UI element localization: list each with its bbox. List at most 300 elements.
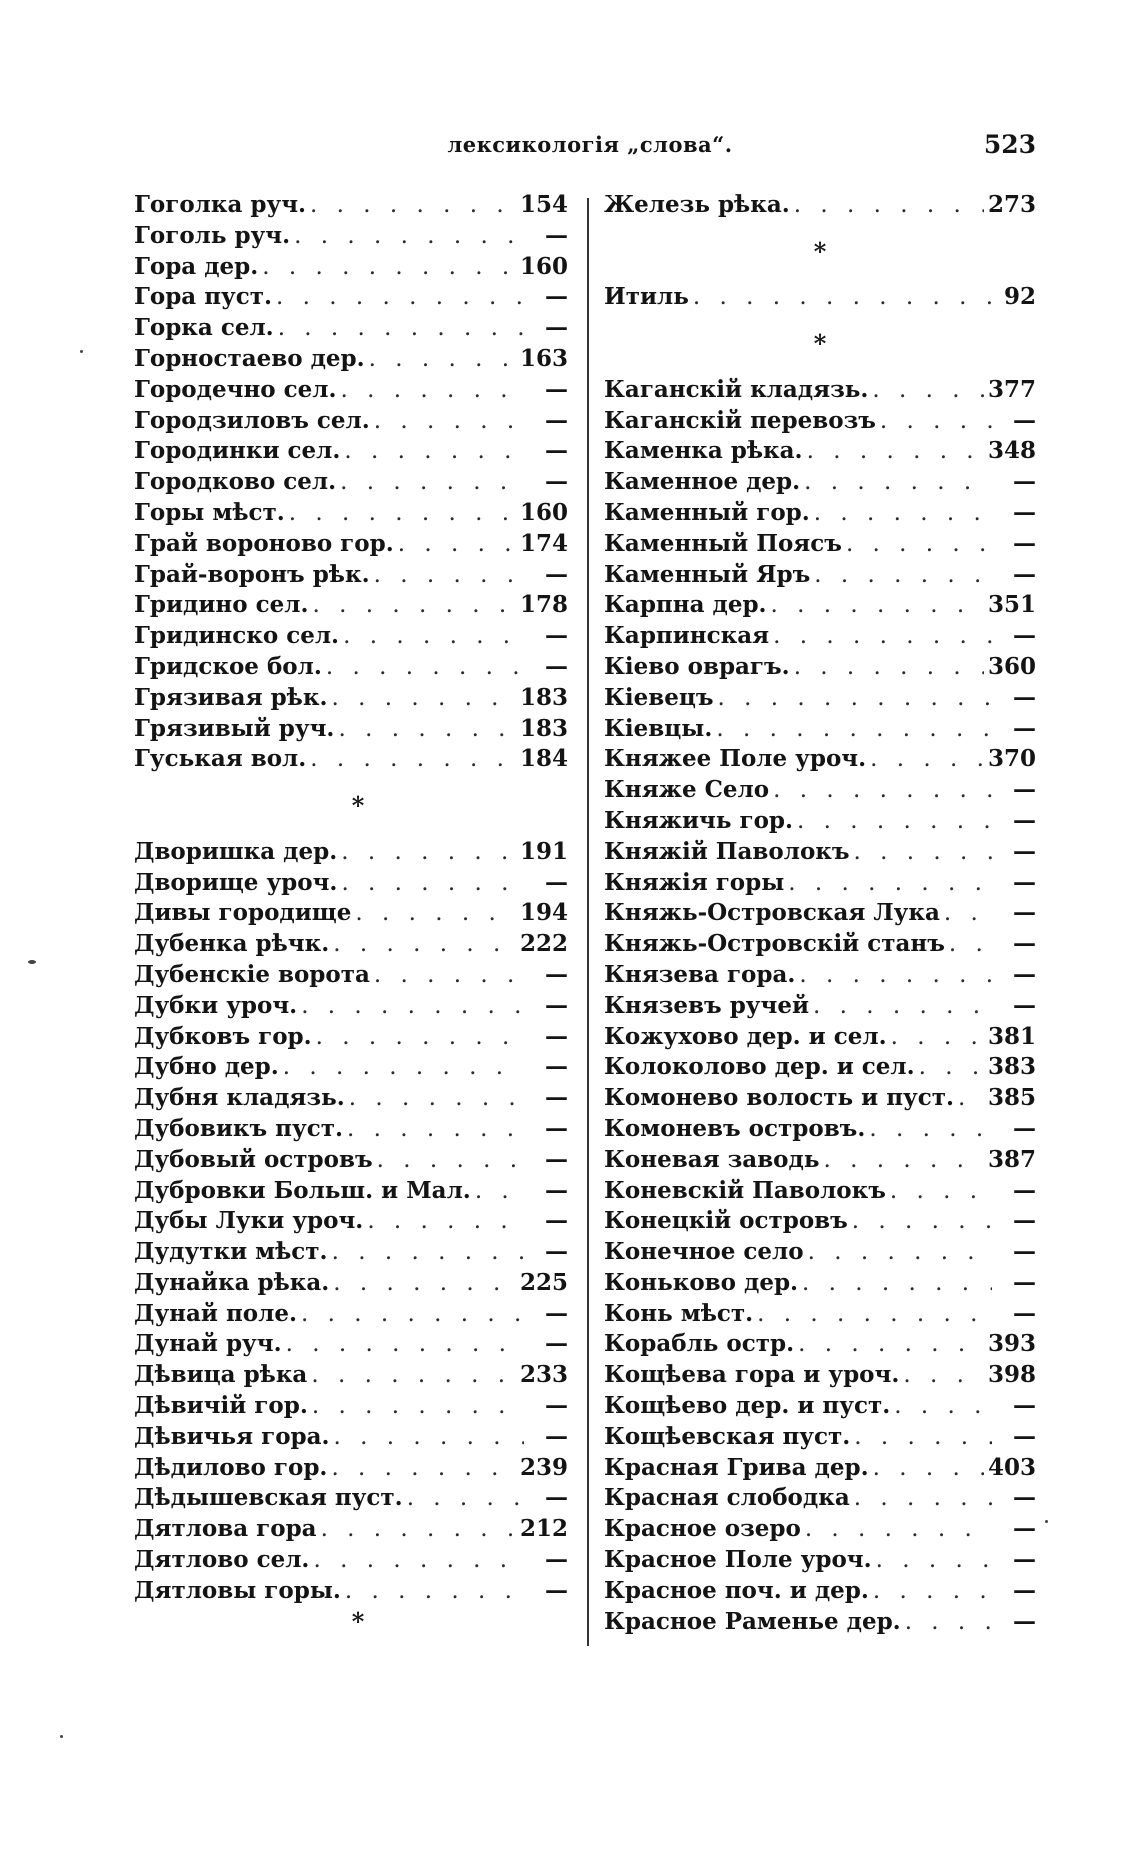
entry-page-ref: — [545, 652, 568, 680]
dot-leader [334, 1422, 524, 1453]
dot-leader [949, 929, 992, 960]
entry-page-ref: 370 [987, 745, 1036, 773]
dot-leader [341, 375, 525, 406]
index-entry [134, 960, 568, 991]
entry-page-ref: — [1013, 776, 1036, 804]
index-entry [604, 436, 1036, 467]
entry-place-name: Каменный Поясъ [604, 529, 842, 557]
index-entry [604, 652, 1036, 683]
page-number: 523 [983, 130, 1036, 159]
index-entry [604, 683, 1036, 714]
entry-page-ref: — [1013, 1607, 1036, 1635]
dot-leader [341, 837, 516, 868]
dot-leader [880, 406, 992, 437]
dot-leader [349, 1083, 524, 1114]
entry-group-i [604, 282, 1036, 313]
dot-leader [794, 652, 984, 683]
dot-leader [301, 1299, 524, 1330]
index-entry [604, 1206, 1036, 1237]
entry-page-ref: — [545, 1330, 568, 1358]
entry-place-name: Грязивый руч. [134, 714, 335, 742]
entry-page-ref: — [545, 622, 568, 650]
index-entry [604, 744, 1036, 775]
entry-page-ref: — [1013, 868, 1036, 896]
entry-place-name: Конецкій островъ [604, 1207, 848, 1235]
entry-page-ref: — [545, 221, 568, 249]
entry-place-name: Кіево оврагъ. [604, 652, 790, 680]
entry-page-ref: — [1013, 1392, 1036, 1420]
entry-place-name: Дѣдилово гор. [134, 1453, 328, 1481]
index-entry [134, 1083, 568, 1114]
entry-place-name: Гуськая вол. [134, 745, 307, 773]
entry-place-name: Каменка рѣка. [604, 437, 803, 465]
entry-place-name: Красное Поле уроч. [604, 1546, 872, 1574]
entry-place-name: Княжь-Островскій станъ [604, 930, 945, 958]
index-entry [604, 375, 1036, 406]
entry-group-d [134, 837, 568, 1607]
index-entry [604, 1607, 1036, 1638]
index-entry [134, 621, 568, 652]
dot-leader [771, 590, 984, 621]
dot-leader [374, 960, 524, 991]
index-entry [604, 1514, 1036, 1545]
entry-place-name: Кощѣево дер. и пуст. [604, 1392, 891, 1420]
index-entry [134, 344, 568, 375]
entry-page-ref: — [545, 1299, 568, 1327]
entry-page-ref: 194 [519, 899, 568, 927]
entry-place-name: Дятловы горы. [134, 1576, 341, 1604]
dot-leader [367, 1206, 524, 1237]
entry-place-name: Княжій Паволокъ [604, 837, 850, 865]
entry-page-ref: 225 [519, 1268, 568, 1296]
dot-leader [919, 1052, 984, 1083]
entry-page-ref: 381 [987, 1022, 1036, 1050]
dot-leader [757, 1299, 992, 1330]
index-entry [604, 1268, 1036, 1299]
entry-page-ref: — [1013, 529, 1036, 557]
dot-leader [398, 529, 516, 560]
index-entry [604, 1576, 1036, 1607]
entry-place-name: Дубовый островъ [134, 1145, 373, 1173]
entry-place-name: Дубовикъ пуст. [134, 1114, 343, 1142]
index-entry [604, 1176, 1036, 1207]
entry-place-name: Итиль [604, 283, 689, 311]
entry-place-name: Дубенка рѣчк. [134, 930, 330, 958]
entry-page-ref: — [545, 1484, 568, 1512]
entry-page-ref: 385 [987, 1084, 1036, 1112]
entry-place-name: Дѣвица рѣка [134, 1361, 308, 1389]
entry-place-name: Конечное село [604, 1238, 804, 1266]
dot-leader [903, 1360, 984, 1391]
entry-place-name: Дворишка дер. [134, 837, 338, 865]
scan-speck [60, 1735, 63, 1738]
index-entry [134, 1422, 568, 1453]
index-entry [134, 744, 568, 775]
dot-leader [278, 313, 524, 344]
entry-page-ref: — [1013, 1576, 1036, 1604]
entry-place-name: Каменное дер. [604, 468, 801, 496]
entry-place-name: Колоколово дер. и сел. [604, 1053, 915, 1081]
entry-page-ref: — [1013, 1238, 1036, 1266]
dot-leader [475, 1176, 524, 1207]
index-entry [134, 313, 568, 344]
entry-page-ref: — [545, 375, 568, 403]
running-header-title: лексикологія „слова“. [447, 132, 733, 157]
index-entry [134, 436, 568, 467]
entry-page-ref: — [545, 1084, 568, 1112]
entry-page-ref: — [545, 468, 568, 496]
entry-page-ref: — [545, 1022, 568, 1050]
dot-leader [944, 898, 992, 929]
entry-page-ref: — [1013, 806, 1036, 834]
index-entry [134, 221, 568, 252]
dot-leader [316, 1022, 524, 1053]
entry-page-ref: — [1013, 1268, 1036, 1296]
entry-place-name: Дудутки мѣст. [134, 1238, 328, 1266]
index-entry [604, 590, 1036, 621]
dot-leader [808, 1237, 992, 1268]
entry-place-name: Железь рѣка. [604, 191, 790, 218]
index-entry [134, 467, 568, 498]
index-entry [134, 529, 568, 560]
dot-leader [333, 1268, 516, 1299]
entry-place-name: Каганскій перевозъ [604, 406, 876, 434]
index-entry [134, 1483, 568, 1514]
entry-page-ref: — [1013, 1207, 1036, 1235]
entry-page-ref: — [545, 1053, 568, 1081]
entry-place-name: Гоголка руч. [134, 191, 307, 218]
index-entry [134, 1299, 568, 1330]
entry-place-name: Грязивая рѣк. [134, 683, 328, 711]
entry-page-ref: 239 [519, 1453, 568, 1481]
entry-page-ref: — [545, 1422, 568, 1450]
dot-leader [333, 929, 516, 960]
index-entry [604, 190, 1036, 221]
entry-page-ref: 351 [987, 591, 1036, 619]
dot-leader [347, 1114, 524, 1145]
dot-leader [355, 898, 516, 929]
dot-leader [799, 960, 992, 991]
dot-leader [369, 344, 516, 375]
index-entry [604, 1114, 1036, 1145]
index-entry [134, 683, 568, 714]
entry-place-name: Корабль остр. [604, 1330, 795, 1358]
entry-page-ref: 377 [987, 375, 1036, 403]
entry-place-name: Гора дер. [134, 252, 259, 280]
entry-place-name: Княжь-Островская Лука [604, 899, 940, 927]
entry-place-name: Горка сел. [134, 314, 274, 342]
index-entry [604, 560, 1036, 591]
index-entry [134, 1206, 568, 1237]
section-separator: * [813, 329, 827, 359]
entry-page-ref: 92 [1003, 283, 1036, 311]
entry-place-name: Дубенскіе ворота [134, 960, 370, 988]
dot-leader [797, 806, 992, 837]
entry-page-ref: 160 [519, 498, 568, 526]
dot-leader [716, 714, 992, 745]
entry-page-ref: — [545, 406, 568, 434]
entry-place-name: Дятлово сел. [134, 1546, 310, 1574]
dot-leader [326, 652, 524, 683]
dot-leader [854, 1422, 992, 1453]
entry-page-ref: — [545, 1207, 568, 1235]
dot-leader [873, 1576, 992, 1607]
entry-place-name: Карпинская [604, 622, 770, 650]
entry-place-name: Дубы Луки уроч. [134, 1207, 364, 1235]
dot-leader [773, 621, 992, 652]
section-separator: * [813, 236, 827, 266]
index-column-left [134, 190, 568, 1637]
index-entry [604, 498, 1036, 529]
entry-page-ref: 160 [519, 252, 568, 280]
index-entry [134, 590, 568, 621]
entry-place-name: Дунай руч. [134, 1330, 282, 1358]
index-entry [604, 1052, 1036, 1083]
dot-leader [814, 498, 992, 529]
dot-leader [794, 190, 984, 221]
entry-page-ref: — [1013, 683, 1036, 711]
dot-leader [894, 1391, 992, 1422]
entry-place-name: Красная Грива дер. [604, 1453, 869, 1481]
index-entry [134, 898, 568, 929]
entry-page-ref: — [545, 1114, 568, 1142]
index-entry [604, 806, 1036, 837]
dot-leader [262, 252, 516, 283]
dot-leader [876, 1545, 992, 1576]
dot-leader [345, 1576, 524, 1607]
entry-place-name: Гридино сел. [134, 591, 309, 619]
entry-page-ref: 212 [519, 1515, 568, 1543]
dot-leader [374, 406, 524, 437]
dot-leader [813, 991, 992, 1022]
entry-group-g [134, 190, 568, 775]
index-entry [604, 1483, 1036, 1514]
entry-page-ref: 360 [987, 652, 1036, 680]
index-entry [604, 621, 1036, 652]
index-entry [604, 467, 1036, 498]
entry-place-name: Гридинско сел. [134, 622, 340, 650]
entry-page-ref: 383 [987, 1053, 1036, 1081]
entry-place-name: Кожухово дер. и сел. [604, 1022, 887, 1050]
column-divider [587, 198, 589, 1646]
entry-page-ref: 222 [519, 930, 568, 958]
entry-page-ref: — [1013, 837, 1036, 865]
dot-leader [872, 375, 984, 406]
entry-place-name: Красное поч. и дер. [604, 1576, 869, 1604]
dot-leader [854, 837, 992, 868]
entry-place-name: Каменный Яръ [604, 560, 811, 588]
entry-place-name: Дубки уроч. [134, 991, 298, 1019]
dot-leader [331, 1453, 516, 1484]
index-entry [604, 1237, 1036, 1268]
dot-leader [310, 190, 516, 221]
entry-place-name: Князева гора. [604, 960, 796, 988]
entry-page-ref: — [545, 437, 568, 465]
dot-leader [340, 467, 524, 498]
index-entry [604, 1145, 1036, 1176]
index-entry [134, 1329, 568, 1360]
entry-page-ref: — [1013, 1176, 1036, 1204]
index-entry [134, 1360, 568, 1391]
entry-page-ref: — [545, 283, 568, 311]
entry-page-ref: — [545, 1546, 568, 1574]
entry-page-ref: 273 [987, 191, 1036, 218]
dot-leader [905, 1607, 992, 1638]
entry-place-name: Красная слободка [604, 1484, 850, 1512]
entry-page-ref: 403 [987, 1453, 1036, 1481]
index-entry [604, 1545, 1036, 1576]
index-entry [134, 1114, 568, 1145]
scan-speck [28, 960, 36, 964]
index-entry [604, 1022, 1036, 1053]
index-entry [604, 991, 1036, 1022]
dot-leader [804, 467, 992, 498]
entry-page-ref: 178 [519, 591, 568, 619]
section-separator: * [351, 1606, 365, 1636]
dot-leader [718, 683, 992, 714]
index-entry [604, 1083, 1036, 1114]
entry-place-name: Комонево волость и пуст. [604, 1084, 955, 1112]
entry-place-name: Княжія горы [604, 868, 785, 896]
entry-place-name: Городзиловъ сел. [134, 406, 370, 434]
entry-place-name: Дубня кладязь. [134, 1084, 345, 1112]
entry-page-ref: — [1013, 991, 1036, 1019]
dot-leader [958, 1083, 984, 1114]
entry-place-name: Дубковъ гор. [134, 1022, 312, 1050]
dot-leader [374, 560, 524, 591]
index-entry [134, 714, 568, 745]
entry-place-name: Грай-воронъ рѣк. [134, 560, 370, 588]
dot-leader [321, 1514, 516, 1545]
dot-leader [313, 1545, 524, 1576]
entry-place-name: Княжичь гор. [604, 806, 794, 834]
index-entry [134, 652, 568, 683]
entry-place-name: Гоголь руч. [134, 221, 291, 249]
entry-place-name: Кощѣева гора и уроч. [604, 1361, 900, 1389]
dot-leader [846, 529, 992, 560]
entry-page-ref: 183 [519, 714, 568, 742]
dot-leader [814, 560, 992, 591]
entry-page-ref: — [545, 1392, 568, 1420]
dot-leader [873, 1453, 984, 1484]
entry-place-name: Комоневъ островъ. [604, 1114, 866, 1142]
entry-place-name: Дятлова гора [134, 1515, 317, 1543]
entry-page-ref: — [1013, 1299, 1036, 1327]
entry-page-ref: — [545, 960, 568, 988]
entry-place-name: Дубно дер. [134, 1053, 279, 1081]
entry-page-ref: — [545, 991, 568, 1019]
index-entry [134, 991, 568, 1022]
entry-place-name: Коньково дер. [604, 1268, 799, 1296]
dot-leader [854, 1483, 992, 1514]
entry-place-name: Каганскій кладязь. [604, 375, 869, 403]
entry-page-ref: — [1013, 498, 1036, 526]
dot-leader [294, 221, 524, 252]
index-entry [604, 1360, 1036, 1391]
index-entry [604, 868, 1036, 899]
entry-place-name: Дѣвичій гор. [134, 1392, 308, 1420]
index-entry [134, 1514, 568, 1545]
dot-leader [693, 282, 992, 313]
dot-leader [773, 775, 992, 806]
entry-place-name: Дубровки Больш. и Мал. [134, 1176, 471, 1204]
entry-page-ref: — [1013, 960, 1036, 988]
dot-leader [312, 1391, 524, 1422]
entry-page-ref: — [1013, 622, 1036, 650]
index-entry [604, 282, 1036, 313]
index-entry [604, 960, 1036, 991]
dot-leader [286, 1329, 524, 1360]
entry-page-ref: 348 [987, 437, 1036, 465]
dot-leader [276, 282, 524, 313]
index-entry [134, 406, 568, 437]
entry-place-name: Грай вороново гор. [134, 529, 394, 557]
index-entry [604, 1299, 1036, 1330]
entry-page-ref: 174 [519, 529, 568, 557]
dot-leader [301, 991, 524, 1022]
entry-place-name: Дѣдышевская пуст. [134, 1484, 403, 1512]
dot-leader [407, 1483, 524, 1514]
entry-place-name: Горностаево дер. [134, 344, 365, 372]
entry-page-ref: — [1013, 1515, 1036, 1543]
dot-leader [807, 436, 984, 467]
dot-leader [377, 1145, 524, 1176]
dot-leader [802, 1268, 992, 1299]
dot-leader [805, 1514, 992, 1545]
index-entry [604, 714, 1036, 745]
entry-page-ref: — [1013, 468, 1036, 496]
entry-page-ref: — [545, 560, 568, 588]
entry-place-name: Карпна дер. [604, 591, 767, 619]
entry-place-name: Городечно сел. [134, 375, 337, 403]
entry-page-ref: 233 [519, 1361, 568, 1389]
index-entry [134, 1022, 568, 1053]
entry-page-ref: — [545, 314, 568, 342]
entry-page-ref: 393 [987, 1330, 1036, 1358]
entry-place-name: Дунай поле. [134, 1299, 298, 1327]
index-entry [604, 837, 1036, 868]
index-entry [134, 1145, 568, 1176]
dot-leader [332, 1237, 524, 1268]
index-entry [134, 375, 568, 406]
entry-place-name: Гридское бол. [134, 652, 322, 680]
index-entry [604, 529, 1036, 560]
entry-page-ref: — [1013, 1422, 1036, 1450]
entry-page-ref: — [545, 1238, 568, 1266]
index-entry [134, 1391, 568, 1422]
entry-page-ref: — [1013, 714, 1036, 742]
entry-page-ref: 387 [987, 1145, 1036, 1173]
entry-place-name: Дворище уроч. [134, 868, 338, 896]
entry-place-name: Кощѣевская пуст. [604, 1422, 851, 1450]
index-entry [134, 498, 568, 529]
entry-place-name: Каменный гор. [604, 498, 810, 526]
dot-leader [890, 1176, 992, 1207]
index-entry [604, 898, 1036, 929]
index-entry [134, 929, 568, 960]
dot-leader [870, 744, 984, 775]
index-entry [604, 1329, 1036, 1360]
entry-page-ref: — [1013, 1484, 1036, 1512]
entry-page-ref: — [545, 1576, 568, 1604]
dot-leader [310, 744, 516, 775]
entry-page-ref: — [545, 1145, 568, 1173]
entry-page-ref: 184 [519, 745, 568, 773]
entry-place-name: Кіевцы. [604, 714, 713, 742]
dot-leader [788, 868, 992, 899]
entry-place-name: Дивы городище [134, 899, 352, 927]
entry-place-name: Князевъ ручей [604, 991, 810, 1019]
